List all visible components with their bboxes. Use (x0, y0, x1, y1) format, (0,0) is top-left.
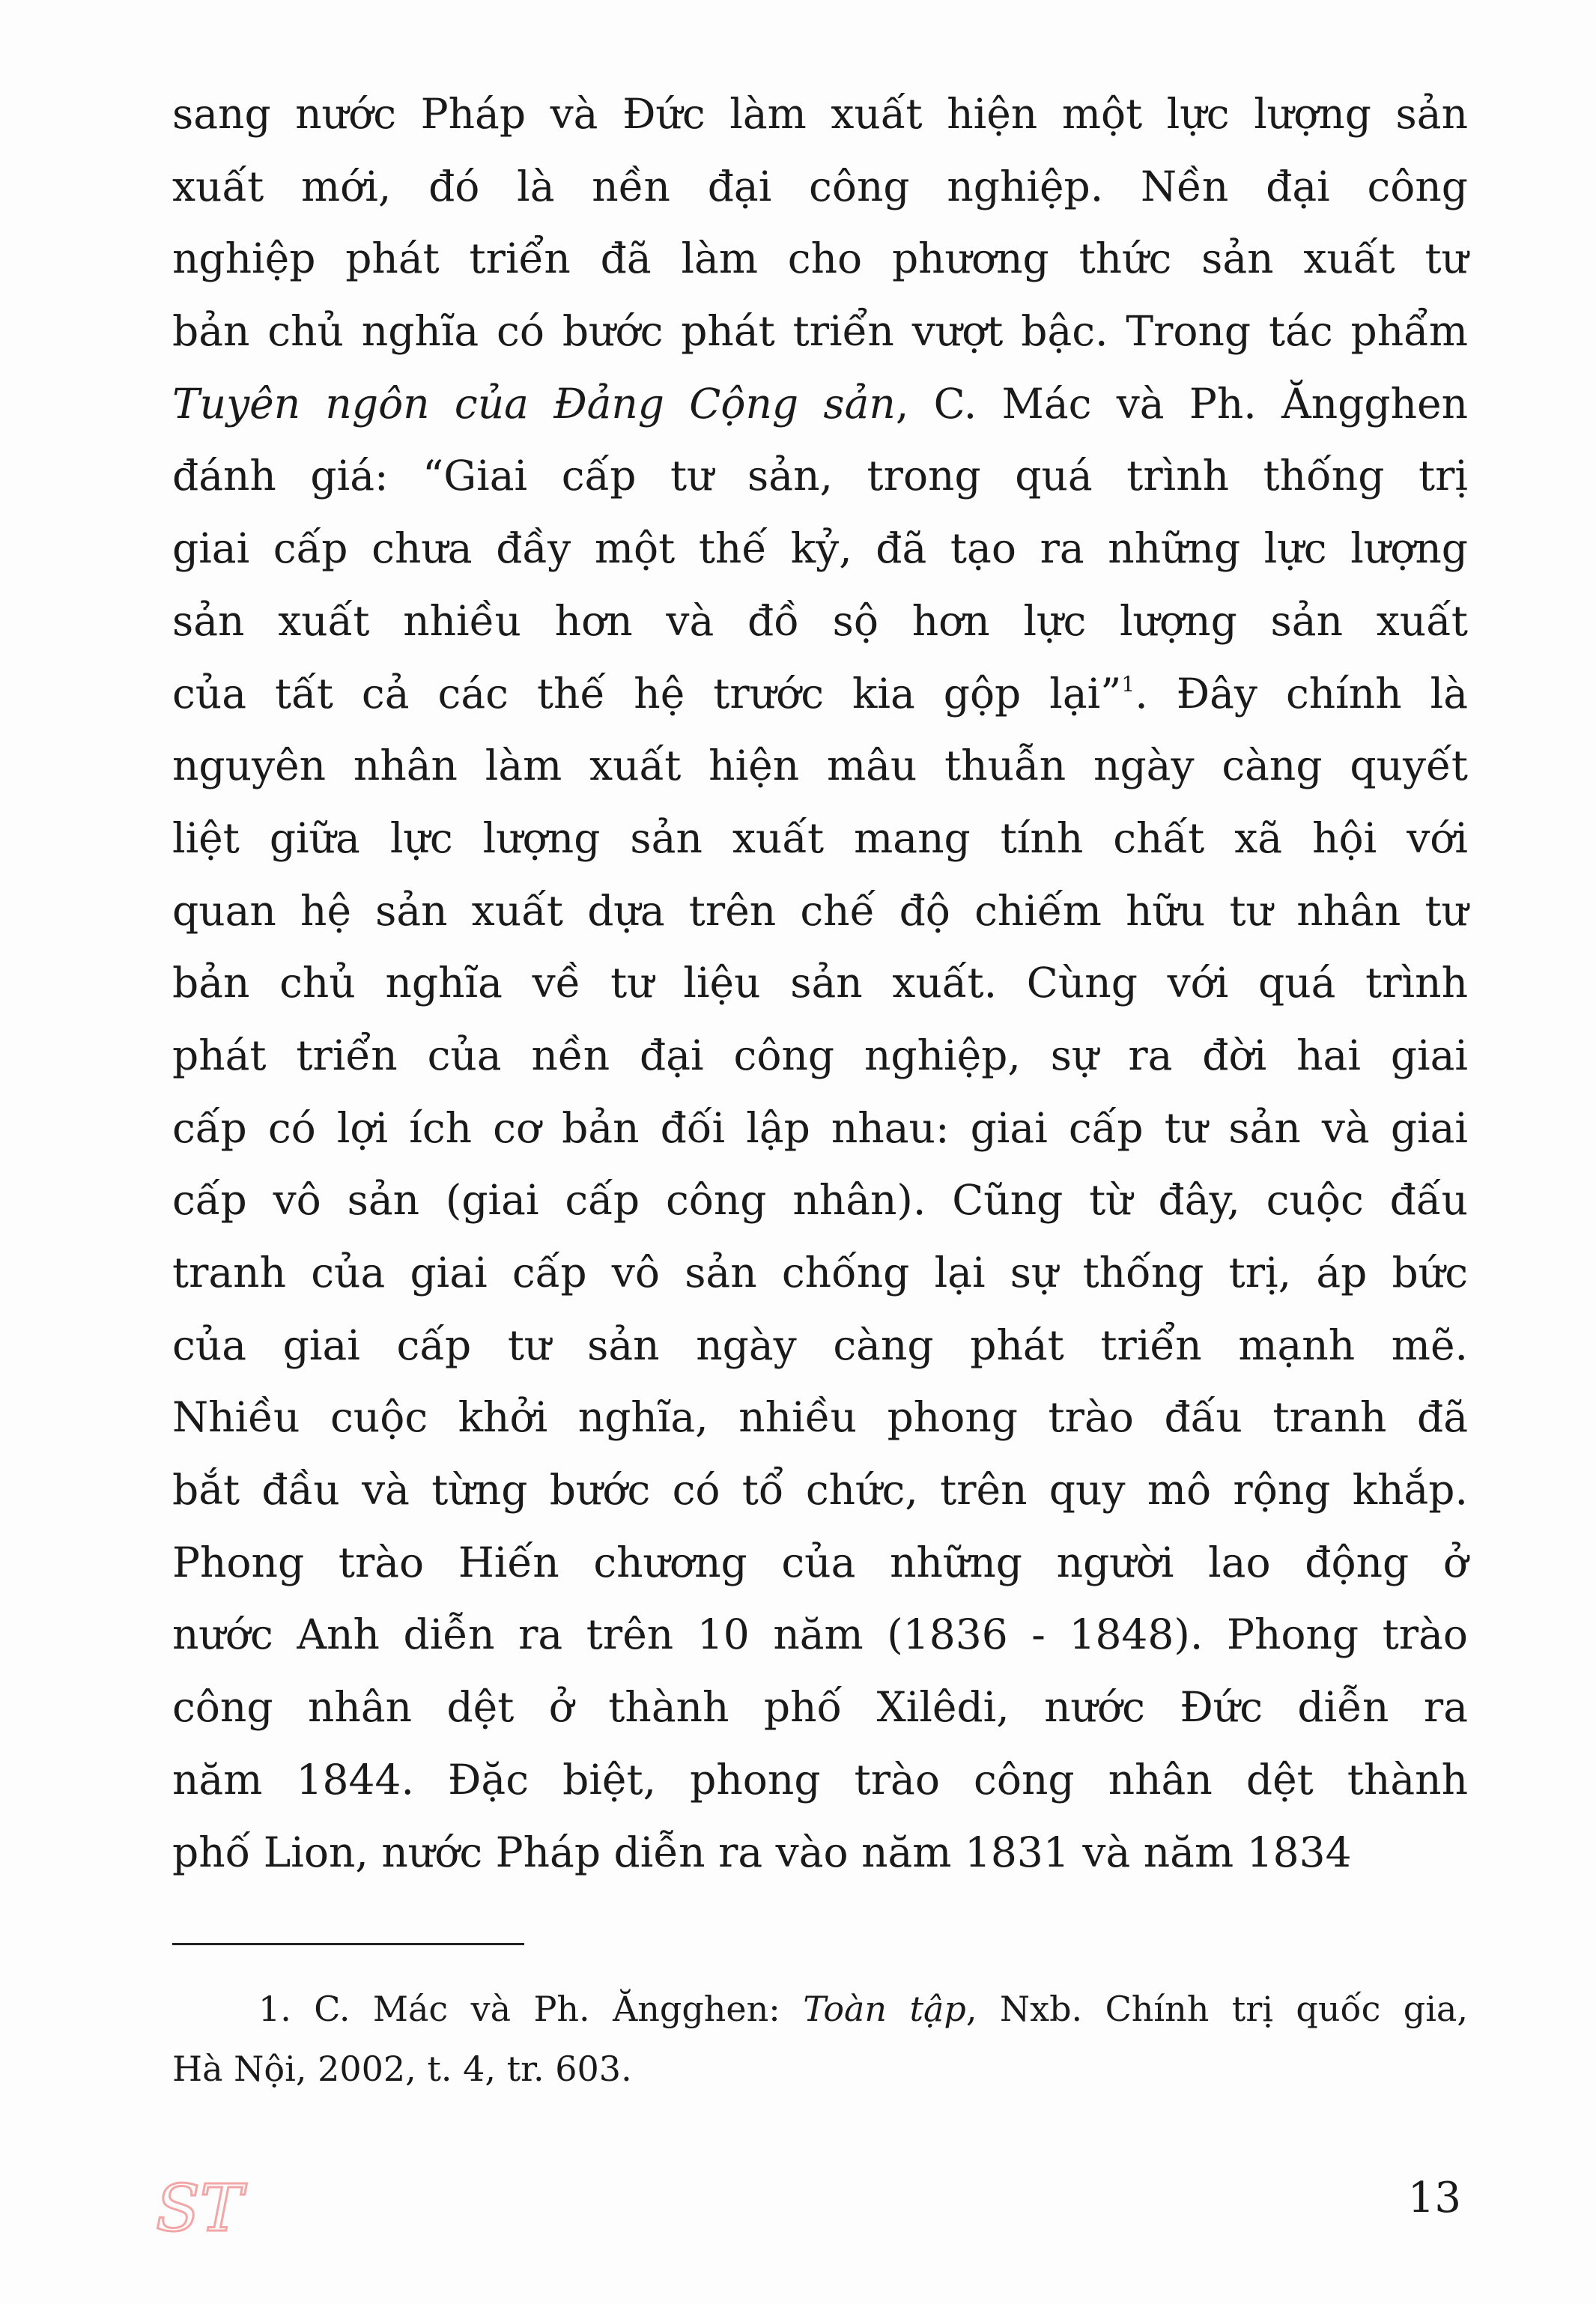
body-line: sản xuất nhiều hơn và đồ sộ hơn lực lượng sản xuất (172, 596, 1468, 645)
body-line: cấp vô sản (giai cấp công nhân). Cũng từ đây, cuộc đấu (172, 1176, 1468, 1225)
body-line: bản chủ nghĩa có bước phát triển vượt bậc. Trong tác phẩm (172, 307, 1468, 356)
body-line: năm 1844. Đặc biệt, phong trào công nhân dệt thành (172, 1755, 1468, 1804)
svg-text:ST: ST (156, 2171, 243, 2246)
footnote-line-2: Hà Nội, 2002, t. 4, tr. 603. (172, 2049, 632, 2089)
body-line: Nhiều cuộc khởi nghĩa, nhiều phong trào đấu tranh đã (172, 1393, 1468, 1442)
body-line: quan hệ sản xuất dựa trên chế độ chiếm hữu tư nhân tư (172, 886, 1468, 935)
body-line: nguyên nhân làm xuất hiện mâu thuẫn ngày càng quyết (172, 742, 1468, 790)
body-line: Phong trào Hiến chương của những người lao động ở (172, 1538, 1468, 1586)
body-line: liệt giữa lực lượng sản xuất mang tính chất xã hội với (172, 813, 1468, 862)
page-number: 13 (1407, 2174, 1461, 2222)
body-line: nghiệp phát triển đã làm cho phương thức sản xuất tư (172, 234, 1468, 283)
body-line: phố Lion, nước Pháp diễn ra vào năm 1831 và năm 1834 (172, 1828, 1352, 1876)
body-text (172, 78, 1468, 1888)
body-line: cấp có lợi ích cơ bản đối lập nhau: giai cấp tư sản và giai (172, 1103, 1468, 1152)
body-line: phát triển của nền đại công nghiệp, sự ra đời hai giai (172, 1031, 1468, 1079)
publisher-logo-icon (150, 2165, 243, 2247)
body-line: của tất cả các thế hệ trước kia gộp lại”$^1$. Đây chính là (172, 669, 1469, 718)
body-line: công nhân dệt ở thành phố Xilêdi, nước Đức diễn ra (172, 1683, 1468, 1732)
body-line: giai cấp chưa đầy một thế kỷ, đã tạo ra những lực lượng (172, 524, 1468, 573)
body-line: bản chủ nghĩa về tư liệu sản xuất. Cùng với quá trình (172, 959, 1468, 1007)
body-line: bắt đầu và từng bước có tổ chức, trên quy mô rộng khắp. (172, 1466, 1468, 1515)
footnote (172, 1979, 1468, 2099)
body-line: đánh giá: “Giai cấp tư sản, trong quá trình thống trị (172, 452, 1468, 500)
footnote-marker: 1 (1121, 671, 1135, 697)
footnote-line-1: 1. C. Mác và Ph. Ăngghen: Toàn tập, Nxb. Chính trị quốc gia, (258, 1989, 1468, 2029)
body-line: xuất mới, đó là nền đại công nghiệp. Nền đại công (172, 162, 1468, 210)
footnote-separator (172, 1943, 524, 1945)
body-line: Tuyên ngôn của Đảng Cộng sản, C. Mác và Ph. Ăngghen (172, 379, 1468, 428)
body-line: sang nước Pháp và Đức làm xuất hiện một lực lượng sản (172, 90, 1468, 138)
body-line: tranh của giai cấp vô sản chống lại sự thống trị, áp bức (172, 1249, 1468, 1297)
body-line: của giai cấp tư sản ngày càng phát triển mạnh mẽ. (172, 1321, 1468, 1369)
body-line: nước Anh diễn ra trên 10 năm (1836 - 1848). Phong trào (172, 1610, 1468, 1659)
